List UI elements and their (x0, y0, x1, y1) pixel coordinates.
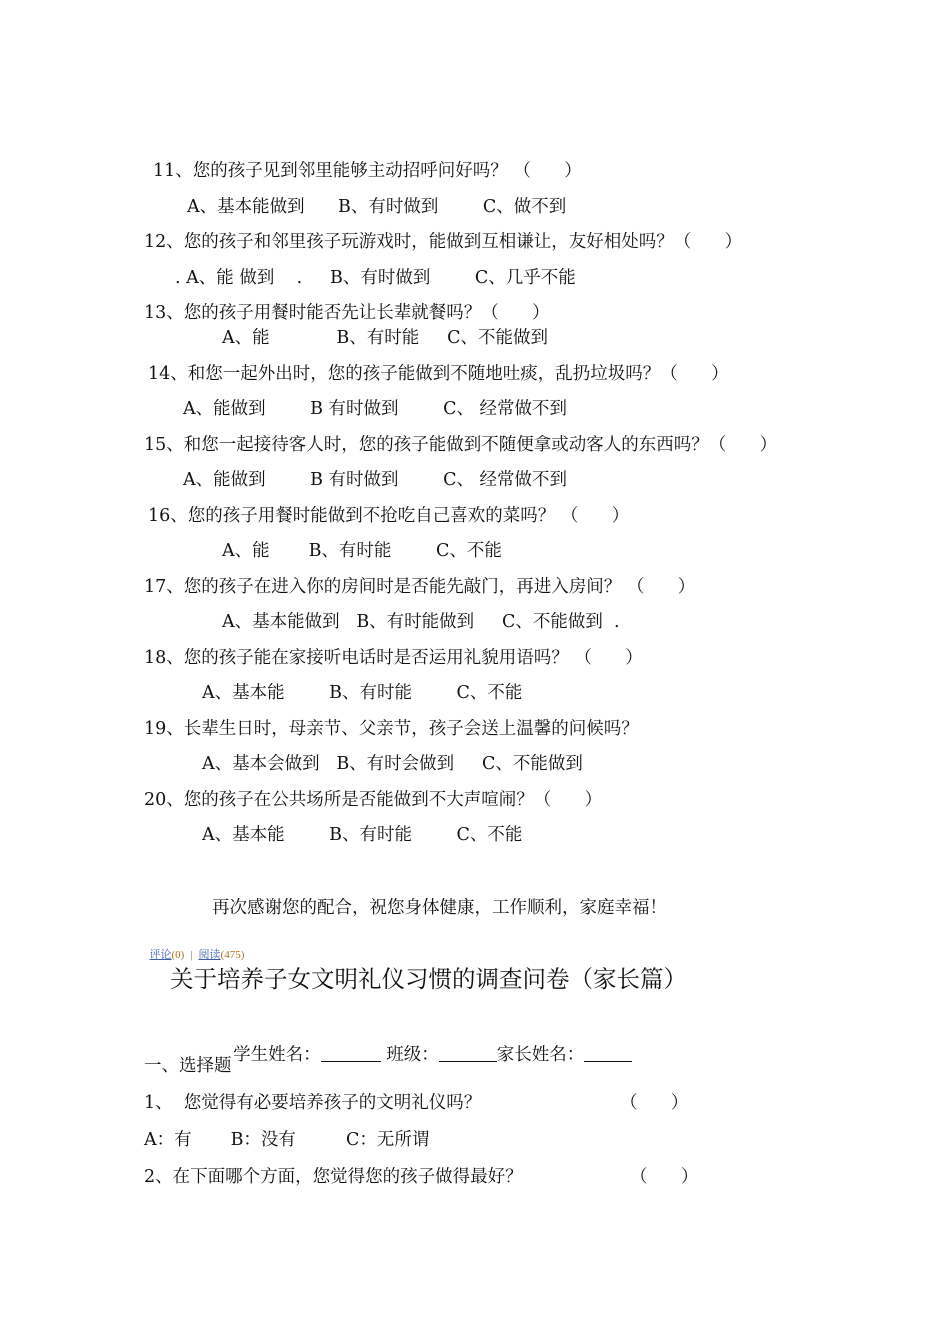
class-field[interactable] (439, 1043, 497, 1062)
comment-link[interactable]: 评论 (149, 949, 172, 961)
footer-links: 评论(0) | 阅读(475) (149, 949, 245, 961)
question-text: 19、长辈生日时，母亲节、父亲节，孩子会送上温馨的问候吗？ (144, 719, 639, 739)
question-text: 14、和您一起外出时，您的孩子能做到不随地吐痰，乱扔垃圾吗？（ ） (148, 364, 729, 384)
answer-parentheses: （ ） (620, 1093, 689, 1113)
comment-count: (0) (171, 949, 185, 961)
question-text: 13、您的孩子用餐时能否先让长辈就餐吗？（ ） (144, 303, 550, 323)
question-text: 16、您的孩子用餐时能做到不抢吃自己喜欢的菜吗？ （ ） (148, 506, 630, 526)
question-options: A、能做到 B 有时做到 C、 经常做不到 (183, 470, 568, 490)
question-options: A、基本能做到 B、有时能做到 C、不能做到 . (222, 612, 620, 632)
question-options: A、能做到 B 有时做到 C、 经常做不到 (183, 399, 568, 419)
question-options: A、基本能做到 B、有时做到 C、做不到 (187, 197, 567, 217)
question-options: A、能 B、有时能 C、不能做到 (222, 328, 548, 348)
question-text: 11、您的孩子见到邻里能够主动招呼问好吗？ （ ） (153, 161, 582, 181)
question-text: 17、您的孩子在进入你的房间时是否能先敲门，再进入房间？ （ ） (144, 577, 696, 597)
question-text: 15、和您一起接待客人时，您的孩子能做到不随便拿或动客人的东西吗？（ ） (144, 435, 778, 455)
student-name-field[interactable] (321, 1043, 381, 1062)
name-fields (222, 1016, 632, 1068)
question-options: A、基本能 B、有时能 C、不能 (202, 683, 523, 703)
question-text: 1、 您觉得有必要培养孩子的文明礼仪吗？ (144, 1093, 482, 1113)
question-options: A、基本能 B、有时能 C、不能 (202, 825, 523, 845)
question-text: 20、您的孩子在公共场所是否能做到不大声喧闹？（ ） (144, 790, 603, 810)
survey-title: 关于培养子女文明礼仪习惯的调查问卷（家长篇） (170, 965, 687, 993)
class-label: 班级： (380, 1045, 439, 1065)
read-link[interactable]: 阅读 (198, 949, 221, 961)
parent-name-label: 家长姓名： (496, 1045, 585, 1065)
answer-parentheses: （ ） (630, 1167, 699, 1187)
question-options: A、能 B、有时能 C、不能 (222, 541, 502, 561)
student-name-label: 学生姓名： (233, 1045, 321, 1065)
question-options: . A、能 做到 . B、有时做到 C、几乎不能 (175, 268, 576, 288)
section-heading: 一、选择题 (144, 1056, 232, 1076)
question-text: 2、在下面哪个方面，您觉得您的孩子做得最好？ (144, 1167, 523, 1187)
read-count: (475) (220, 949, 245, 961)
parent-name-field[interactable] (584, 1043, 632, 1062)
closing-message: 再次感谢您的配合，祝您身体健康，工作顺利，家庭幸福！ (212, 898, 667, 918)
question-options: A：有 B：没有 C：无所谓 (144, 1130, 430, 1150)
question-text: 12、您的孩子和邻里孩子玩游戏时，能做到互相谦让，友好相处吗？（ ） (144, 232, 743, 252)
question-text: 18、您的孩子能在家接听电话时是否运用礼貌用语吗？ （ ） (144, 648, 643, 668)
question-options: A、基本会做到 B、有时会做到 C、不能做到 (202, 754, 583, 774)
